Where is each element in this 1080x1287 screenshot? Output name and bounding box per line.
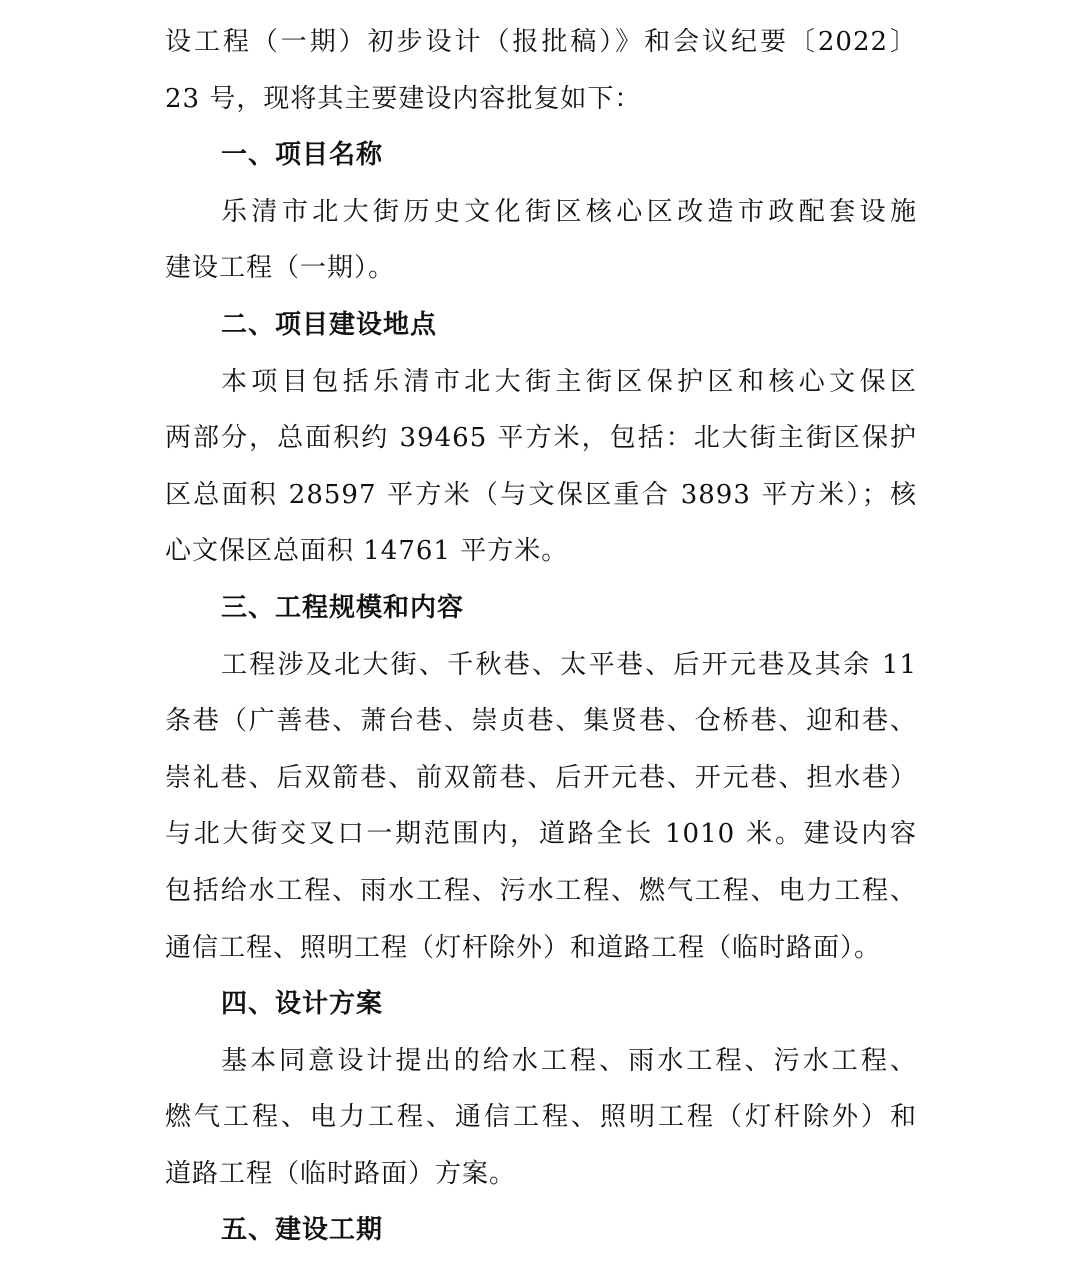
paragraph-line: 燃气工程、电力工程、通信工程、照明工程（灯杆除外）和: [165, 1102, 917, 1133]
paragraph-line: 与北大街交叉口一期范围内，道路全长 1010 米。建设内容: [165, 819, 917, 850]
section-heading-project-location: 二、项目建设地点: [221, 309, 438, 340]
paragraph-line: 包括给水工程、雨水工程、污水工程、燃气工程、电力工程、: [165, 875, 917, 906]
paragraph-line: 区总面积 28597 平方米（与文保区重合 3893 平方米）；核: [165, 479, 917, 510]
paragraph-line: 道路工程（临时路面）方案。: [165, 1158, 517, 1189]
intro-line-2: 23 号，现将其主要建设内容批复如下：: [165, 83, 642, 114]
section-heading-project-name: 一、项目名称: [221, 140, 384, 171]
paragraph-line: 心文保区总面积 14761 平方米。: [165, 536, 569, 567]
paragraph-line: 条巷（广善巷、萧台巷、崇贞巷、集贤巷、仓桥巷、迎和巷、: [165, 706, 917, 737]
paragraph-line: 本项目包括乐清市北大街主街区保护区和核心文保区: [221, 366, 917, 397]
intro-line-1: 设工程（一期）初步设计（报批稿）》和会议纪要〔2022〕: [165, 27, 917, 57]
paragraph-line: 建设工程（一期）。: [165, 253, 396, 284]
paragraph-line: 工程涉及北大街、千秋巷、太平巷、后开元巷及其余 11: [221, 649, 917, 680]
paragraph-line: 崇礼巷、后双箭巷、前双箭巷、后开元巷、开元巷、担水巷）: [165, 762, 917, 793]
paragraph-line: 两部分，总面积约 39465 平方米，包括：北大街主街区保护: [165, 423, 917, 454]
section-heading-design: 四、设计方案: [221, 989, 384, 1020]
section-heading-scope: 三、工程规模和内容: [221, 592, 465, 623]
paragraph-line: 通信工程、照明工程（灯杆除外）和道路工程（临时路面）。: [165, 932, 882, 963]
paragraph-line: 基本同意设计提出的给水工程、雨水工程、污水工程、: [221, 1045, 917, 1076]
document-page: [165, 14, 917, 1259]
section-heading-schedule: 五、建设工期: [221, 1215, 384, 1246]
paragraph-line: 乐清市北大街历史文化街区核心区改造市政配套设施: [221, 196, 917, 227]
